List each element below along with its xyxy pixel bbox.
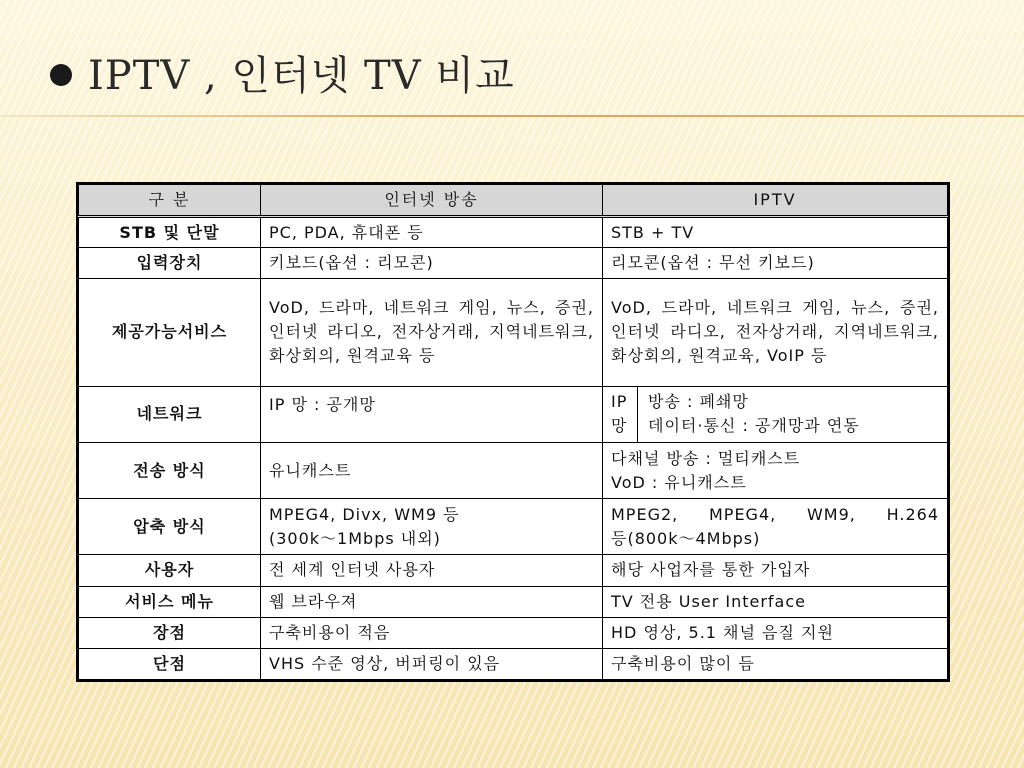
network-prefix-line-2: 망 — [611, 416, 628, 436]
slide-title-area — [50, 42, 515, 102]
internet-cell: 전 세계 인터넷 사용자 — [261, 555, 603, 586]
row-label: 제공가능서비스 — [79, 279, 261, 386]
iptv-cell: 리모콘(옵션 : 무선 키보드) — [603, 248, 948, 279]
slide-title: IPTV , 인터넷 TV 비교 — [88, 52, 515, 99]
table-header-row — [79, 185, 948, 217]
iptv-cell: 해당 사업자를 통한 가입자 — [603, 555, 948, 586]
table-row — [79, 279, 948, 386]
internet-line-2: (300k～1Mbps 내외) — [269, 528, 441, 548]
table-row — [79, 499, 948, 555]
table-row — [79, 617, 948, 648]
header-category: 구 분 — [79, 185, 261, 217]
internet-cell: 키보드(옵션 : 리모콘) — [261, 248, 603, 279]
comparison-table-container — [76, 182, 950, 682]
internet-cell — [261, 499, 603, 555]
row-label: 네트워크 — [79, 386, 261, 442]
table-row — [79, 442, 948, 498]
network-line-1: 방송 : 폐쇄망 — [648, 392, 749, 412]
iptv-cell — [603, 442, 948, 498]
table-row — [79, 217, 948, 248]
iptv-cell: 구축비용이 많이 듬 — [603, 648, 948, 679]
table-row — [79, 586, 948, 617]
internet-cell: VHS 수준 영상, 버퍼링이 있음 — [261, 648, 603, 679]
iptv-cell — [603, 499, 948, 555]
iptv-cell — [603, 386, 948, 442]
header-iptv: IPTV — [603, 185, 948, 217]
table-row — [79, 648, 948, 679]
network-ip-prefix — [611, 387, 638, 442]
iptv-line-2: VoD : 유니캐스트 — [611, 472, 747, 492]
row-label: 전송 방식 — [79, 442, 261, 498]
iptv-cell: HD 영상, 5.1 채널 음질 지원 — [603, 617, 948, 648]
network-detail — [638, 387, 860, 442]
iptv-cell: VoD, 드라마, 네트워크 게임, 뉴스, 증권, 인터넷 라디오, 전자상거래, 지역네트워크, 화상회의, 원격교육, VoIP 등 — [603, 279, 948, 386]
comparison-table — [78, 184, 948, 680]
title-divider — [0, 115, 1024, 117]
network-split — [611, 387, 939, 442]
row-label: 단점 — [79, 648, 261, 679]
iptv-line-2: 등(800k～4Mbps) — [611, 528, 761, 548]
internet-cell: 웹 브라우져 — [261, 586, 603, 617]
table-row — [79, 386, 948, 442]
row-label: 장점 — [79, 617, 261, 648]
iptv-cell: STB + TV — [603, 217, 948, 248]
internet-cell: PC, PDA, 휴대폰 등 — [261, 217, 603, 248]
row-label: 압축 방식 — [79, 499, 261, 555]
row-label: 입력장치 — [79, 248, 261, 279]
header-internet-broadcast: 인터넷 방송 — [261, 185, 603, 217]
network-line-2: 데이터·통신 : 공개망과 연동 — [648, 416, 860, 436]
internet-cell: VoD, 드라마, 네트워크 게임, 뉴스, 증권, 인터넷 라디오, 전자상거래, 지역네트워크, 화상회의, 원격교육 등 — [261, 279, 603, 386]
iptv-line-1: MPEG2, MPEG4, WM9, H.264 — [611, 504, 939, 524]
network-prefix-line-1: IP — [611, 392, 628, 412]
internet-cell: 유니캐스트 — [261, 442, 603, 498]
iptv-line-1: 다채널 방송 : 멀티캐스트 — [611, 448, 801, 468]
row-label: STB 및 단말 — [79, 217, 261, 248]
row-label: 사용자 — [79, 555, 261, 586]
bullet-icon — [50, 64, 72, 86]
row-label: 서비스 메뉴 — [79, 586, 261, 617]
internet-cell: IP 망 : 공개망 — [261, 386, 603, 442]
internet-line-1: MPEG4, Divx, WM9 등 — [269, 504, 460, 524]
table-row — [79, 555, 948, 586]
iptv-cell: TV 전용 User Interface — [603, 586, 948, 617]
internet-cell: 구축비용이 적음 — [261, 617, 603, 648]
table-row — [79, 248, 948, 279]
